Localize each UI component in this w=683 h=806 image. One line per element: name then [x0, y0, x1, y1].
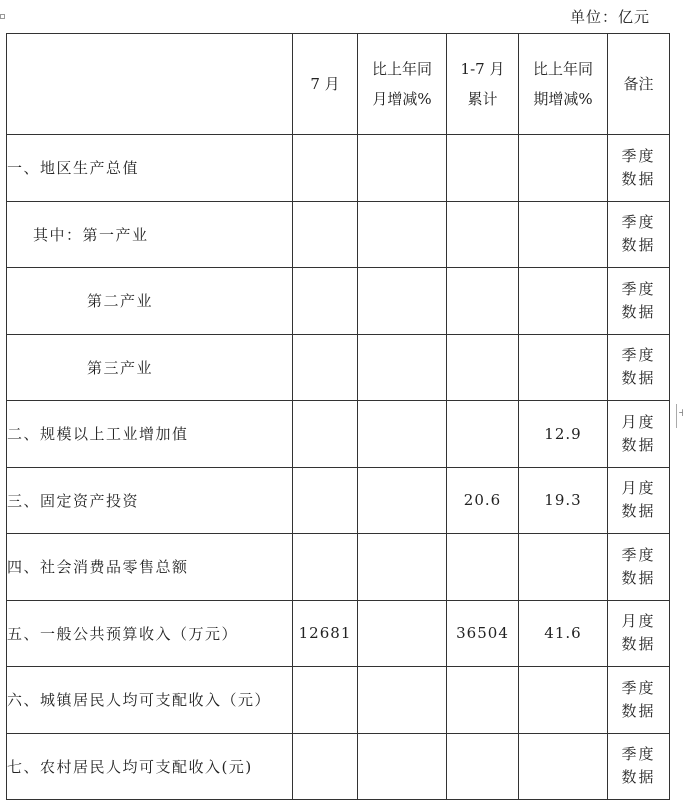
header-month-yoy-line2: 月增减%	[372, 90, 432, 108]
table-header-row	[7, 34, 670, 135]
cell-cum-yoy[interactable]	[519, 733, 608, 800]
table-anchor-icon[interactable]	[0, 14, 5, 19]
cell-month[interactable]	[293, 733, 358, 800]
cell-month[interactable]	[293, 534, 358, 601]
cell-month[interactable]	[293, 268, 358, 335]
cell-cum-yoy[interactable]	[519, 667, 608, 734]
header-month-yoy-line1: 比上年同	[371, 60, 432, 78]
row-label[interactable]: 第二产业	[7, 268, 293, 335]
header-note	[608, 34, 670, 135]
table-row	[7, 600, 670, 667]
header-cum-yoy-line1: 比上年同	[532, 60, 593, 78]
cell-month[interactable]	[293, 667, 358, 734]
row-label[interactable]: 七、农村居民人均可支配收入(元)	[7, 733, 293, 800]
cell-note[interactable]	[608, 667, 670, 734]
table-row	[7, 534, 670, 601]
cell-cum-yoy[interactable]: 12.9	[519, 401, 608, 468]
note-line1: 季度	[621, 745, 656, 764]
cell-note[interactable]	[608, 135, 670, 202]
header-cum-yoy	[519, 34, 608, 135]
cell-note[interactable]	[608, 401, 670, 468]
cell-cumulative[interactable]	[447, 135, 519, 202]
cell-cumulative[interactable]	[447, 733, 519, 800]
row-label[interactable]: 一、地区生产总值	[7, 135, 293, 202]
note-line1: 季度	[621, 545, 656, 564]
header-cum-yoy-line2: 期增减%	[533, 90, 593, 108]
note-line1: 季度	[621, 346, 656, 365]
cell-note[interactable]	[608, 201, 670, 268]
table-row	[7, 467, 670, 534]
cell-month[interactable]: 12681	[293, 600, 358, 667]
cell-note[interactable]	[608, 334, 670, 401]
unit-label: 单位：亿元	[569, 8, 650, 26]
cell-cumulative[interactable]	[447, 201, 519, 268]
header-month	[293, 34, 358, 135]
table-row	[7, 268, 670, 335]
cell-cumulative[interactable]: 36504	[447, 600, 519, 667]
cell-month-yoy[interactable]	[358, 600, 447, 667]
table-row	[7, 401, 670, 468]
cell-month-yoy[interactable]	[358, 667, 447, 734]
header-month-yoy	[358, 34, 447, 135]
note-line1: 季度	[621, 678, 656, 697]
cell-cumulative[interactable]	[447, 334, 519, 401]
note-line1: 月度	[621, 479, 656, 498]
cell-cumulative[interactable]	[447, 268, 519, 335]
header-cumulative	[447, 34, 519, 135]
note-line1: 季度	[621, 213, 656, 232]
cell-cum-yoy[interactable]	[519, 334, 608, 401]
cell-cumulative[interactable]	[447, 534, 519, 601]
header-note-text: 备注	[623, 75, 654, 93]
cell-month[interactable]	[293, 334, 358, 401]
cell-month[interactable]	[293, 135, 358, 202]
note-line1: 季度	[621, 279, 656, 298]
cell-cum-yoy[interactable]	[519, 201, 608, 268]
cell-note[interactable]	[608, 733, 670, 800]
note-line2: 数据	[621, 568, 656, 587]
row-insert-handle-icon[interactable]	[676, 404, 683, 428]
row-label[interactable]: 六、城镇居民人均可支配收入（元）	[7, 667, 293, 734]
statistics-table	[6, 33, 670, 800]
cell-note[interactable]	[608, 268, 670, 335]
cell-cumulative[interactable]: 20.6	[447, 467, 519, 534]
cell-cum-yoy[interactable]	[519, 268, 608, 335]
note-line2: 数据	[621, 701, 656, 720]
note-line2: 数据	[621, 302, 656, 321]
table-row	[7, 201, 670, 268]
cell-month[interactable]	[293, 401, 358, 468]
cell-cum-yoy[interactable]: 41.6	[519, 600, 608, 667]
row-label[interactable]: 五、一般公共预算收入（万元）	[7, 600, 293, 667]
note-line2: 数据	[621, 435, 656, 454]
cell-month-yoy[interactable]	[358, 201, 447, 268]
cell-cumulative[interactable]	[447, 667, 519, 734]
row-label[interactable]: 其中：第一产业	[7, 201, 293, 268]
table-row	[7, 733, 670, 800]
cell-month-yoy[interactable]	[358, 135, 447, 202]
cell-month-yoy[interactable]	[358, 401, 447, 468]
cell-cum-yoy[interactable]	[519, 135, 608, 202]
cell-note[interactable]	[608, 467, 670, 534]
cell-month-yoy[interactable]	[358, 467, 447, 534]
cell-month[interactable]	[293, 467, 358, 534]
note-line1: 季度	[621, 146, 656, 165]
header-blank	[7, 34, 293, 135]
note-line1: 月度	[621, 412, 656, 431]
table-row	[7, 135, 670, 202]
row-label[interactable]: 四、社会消费品零售总额	[7, 534, 293, 601]
note-line2: 数据	[621, 768, 656, 787]
note-line1: 月度	[621, 612, 656, 631]
cell-month-yoy[interactable]	[358, 534, 447, 601]
cell-note[interactable]	[608, 600, 670, 667]
cell-month[interactable]	[293, 201, 358, 268]
note-line2: 数据	[621, 169, 656, 188]
note-line2: 数据	[621, 236, 656, 255]
note-line2: 数据	[621, 502, 656, 521]
header-cum-line2: 累计	[467, 90, 498, 108]
cell-month-yoy[interactable]	[358, 334, 447, 401]
row-label[interactable]: 三、固定资产投资	[7, 467, 293, 534]
row-label[interactable]: 二、规模以上工业增加值	[7, 401, 293, 468]
cell-month-yoy[interactable]	[358, 733, 447, 800]
header-cum-line1: 1-7 月	[460, 60, 505, 78]
cell-cum-yoy[interactable]	[519, 534, 608, 601]
header-month-text: 7 月	[310, 75, 340, 93]
note-line2: 数据	[621, 369, 656, 388]
table-row	[7, 334, 670, 401]
note-line2: 数据	[621, 635, 656, 654]
row-label[interactable]: 第三产业	[7, 334, 293, 401]
table-row	[7, 667, 670, 734]
cell-cumulative[interactable]	[447, 401, 519, 468]
cell-cum-yoy[interactable]: 19.3	[519, 467, 608, 534]
cell-month-yoy[interactable]	[358, 268, 447, 335]
cell-note[interactable]	[608, 534, 670, 601]
